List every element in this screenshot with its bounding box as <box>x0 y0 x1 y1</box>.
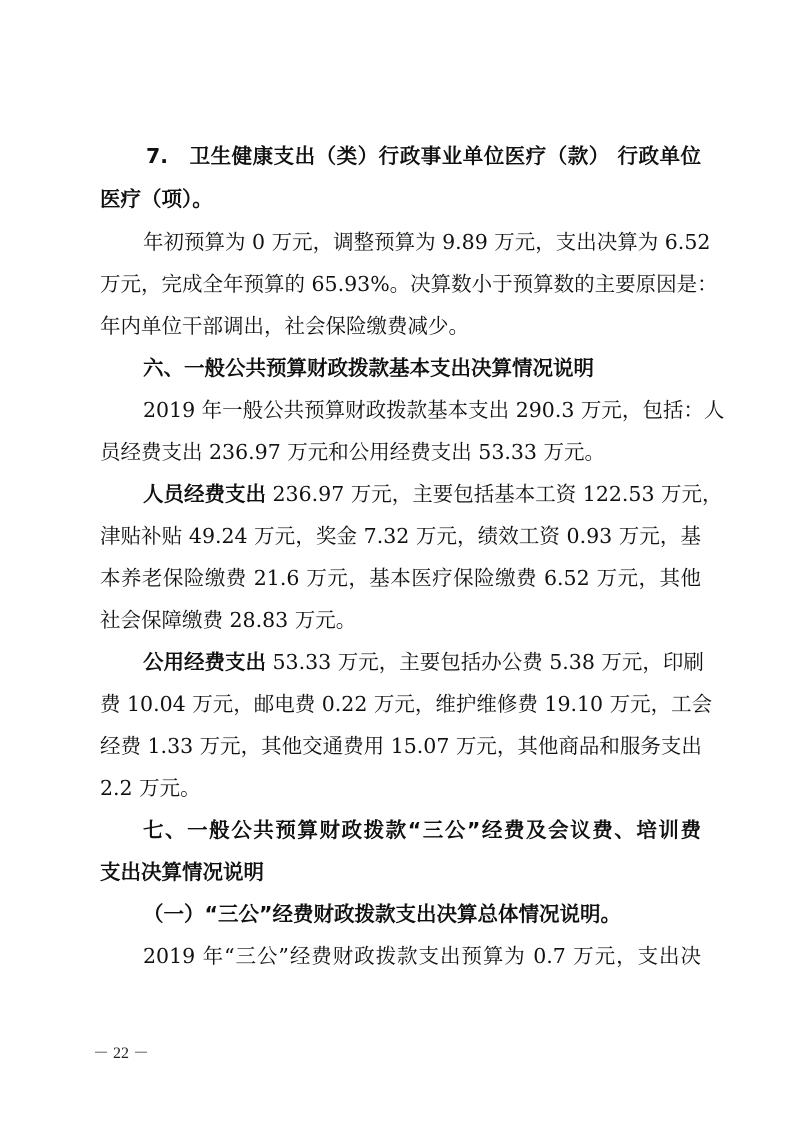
item7-para-line3: 年内单位干部调出，社会保险缴费减少。 <box>100 314 469 338</box>
item7-para-line1: 年初预算为 0 万元，调整预算为 9.89 万元，支出决算为 6.52 <box>143 230 711 254</box>
personnel-line3: 本养老保险缴费 21.6 万元，基本医疗保险缴费 6.52 万元，其他 <box>100 566 701 590</box>
public-line1 <box>143 648 704 676</box>
public-line2: 费 10.04 万元，邮电费 0.22 万元，维护维修费 19.10 万元，工会 <box>100 692 713 716</box>
section7b-heading-line2: 支出决算情况说明 <box>100 860 264 884</box>
public-line3: 经费 1.33 万元，其他交通费用 15.07 万元，其他商品和服务支出 <box>100 734 702 758</box>
section6-intro-line1: 2019 年一般公共预算财政拨款基本支出 290.3 万元，包括：人 <box>143 398 725 422</box>
page-number: － 22 － <box>93 1045 150 1062</box>
section6-intro-line2: 员经费支出 236.97 万元和公用经费支出 53.33 万元。 <box>100 440 605 464</box>
section7b-para-line1: 2019 年“三公”经费财政拨款支出预算为 0.7 万元，支出决 <box>143 944 701 968</box>
personnel-line1-rest: 236.97 万元，主要包括基本工资 122.53 万元， <box>266 482 723 506</box>
public-line1-rest: 53.33 万元，主要包括办公费 5.38 万元，印刷 <box>266 650 704 674</box>
section7b-sub-heading: （一）“三公”经费财政拨款支出决算总体情况说明。 <box>143 902 621 926</box>
personnel-line1 <box>143 480 723 508</box>
personnel-line2: 津贴补贴 49.24 万元，奖金 7.32 万元，绩效工资 0.93 万元，基 <box>100 524 701 548</box>
item7-heading-line1: 7. 卫生健康支出（类）行政事业单位医疗（款） 行政单位 <box>146 144 701 168</box>
section6-heading: 六、一般公共预算财政拨款基本支出决算情况说明 <box>143 356 594 380</box>
item7-heading-line2: 医疗（项）。 <box>100 187 213 211</box>
section7b-heading-line1: 七、一般公共预算财政拨款“三公”经费及会议费、培训费 <box>143 818 701 842</box>
item7-para-line2: 万元，完成全年预算的 65.93%。决算数小于预算数的主要原因是： <box>100 272 718 296</box>
personnel-line4: 社会保障缴费 28.83 万元。 <box>100 608 357 632</box>
public-line4: 2.2 万元。 <box>100 776 201 800</box>
personnel-label: 人员经费支出 <box>143 482 266 506</box>
public-label: 公用经费支出 <box>143 650 266 674</box>
